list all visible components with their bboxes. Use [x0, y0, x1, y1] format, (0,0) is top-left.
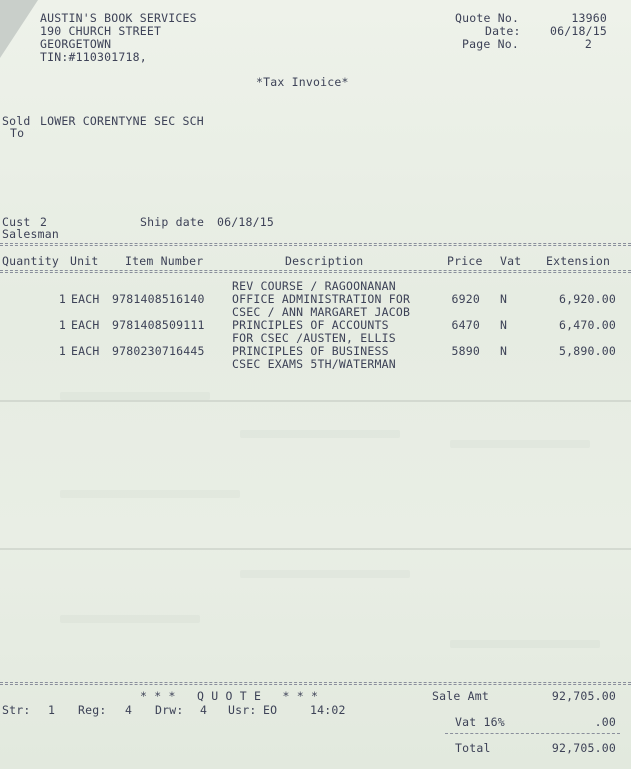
company-street: 190 CHURCH STREET — [40, 24, 162, 38]
row-item-number: 9780230716445 — [112, 344, 205, 358]
header-quantity: Quantity — [2, 254, 59, 268]
divider-line — [0, 684, 631, 685]
row-item-number: 9781408516140 — [112, 292, 205, 306]
header-unit: Unit — [70, 254, 99, 268]
company-city: GEORGETOWN — [40, 37, 112, 51]
time-value: 14:02 — [310, 703, 346, 717]
ship-date-label: Ship date — [140, 215, 205, 229]
bleed-through-mark — [60, 392, 210, 400]
total-label: Total — [455, 741, 491, 755]
row-unit: EACH — [71, 344, 100, 358]
bleed-through-mark — [60, 490, 240, 498]
header-extension: Extension — [546, 254, 611, 268]
company-name: AUSTIN'S BOOK SERVICES — [40, 11, 197, 25]
bleed-through-mark — [60, 615, 200, 623]
quote-number-label: Quote No. — [455, 11, 520, 25]
row-price: 6920 — [451, 292, 480, 306]
paper-crease — [0, 400, 631, 402]
header-price: Price — [447, 254, 483, 268]
row-quantity: 1 — [58, 318, 66, 332]
ship-date-value: 06/18/15 — [217, 215, 274, 229]
cust-value: 2 — [40, 215, 48, 229]
register-label: Reg: — [78, 703, 107, 717]
bleed-through-mark — [450, 640, 600, 648]
to-label: To — [10, 126, 25, 140]
quote-banner: * * * Q U O T E * * * — [140, 689, 319, 703]
total-divider — [445, 733, 620, 734]
sale-amount-label: Sale Amt — [432, 689, 489, 703]
row-vat: N — [500, 318, 508, 332]
row-description-line1: PRINCIPLES OF ACCOUNTS — [232, 318, 389, 332]
date-value: 06/18/15 — [550, 24, 607, 38]
bleed-through-mark — [240, 430, 400, 438]
store-value: 1 — [48, 703, 56, 717]
divider-line — [0, 682, 631, 683]
page-number-label: Page No. — [462, 37, 519, 51]
page-number-value: 2 — [584, 37, 592, 51]
bleed-through-mark — [240, 570, 410, 578]
row-vat: N — [500, 344, 508, 358]
row-extension: 6,470.00 — [559, 318, 616, 332]
cust-label: Cust — [2, 215, 31, 229]
register-value: 4 — [125, 703, 133, 717]
folded-corner — [0, 0, 38, 58]
divider-line — [0, 270, 631, 271]
document-title: *Tax Invoice* — [256, 75, 349, 89]
row-description-line2: CSEC / ANN MARGARET JACOB — [232, 305, 411, 319]
paper-crease — [0, 548, 631, 550]
salesman-label: Salesman — [2, 227, 59, 241]
sold-label: Sold — [2, 114, 31, 128]
row-extension: 6,920.00 — [559, 292, 616, 306]
store-label: Str: — [2, 703, 31, 717]
row-price: 5890 — [451, 344, 480, 358]
quote-number-value: 13960 — [571, 11, 607, 25]
continued-description: REV COURSE / RAGOONANAN — [232, 279, 396, 293]
user-value: EO — [263, 703, 278, 717]
total-value: 92,705.00 — [551, 741, 616, 755]
company-tin: TIN:#110301718, — [40, 50, 147, 64]
divider-line — [0, 272, 631, 273]
vat-label: Vat 16% — [455, 715, 505, 729]
header-vat: Vat — [500, 254, 522, 268]
sale-amount-value: 92,705.00 — [551, 689, 616, 703]
row-description-line2: FOR CSEC /AUSTEN, ELLIS — [232, 331, 396, 345]
row-unit: EACH — [71, 292, 100, 306]
row-quantity: 1 — [58, 292, 66, 306]
header-item-number: Item Number — [125, 254, 204, 268]
row-extension: 5,890.00 — [559, 344, 616, 358]
divider-line — [0, 243, 631, 244]
row-unit: EACH — [71, 318, 100, 332]
bleed-through-mark — [450, 440, 590, 448]
row-vat: N — [500, 292, 508, 306]
row-description-line2: CSEC EXAMS 5TH/WATERMAN — [232, 357, 396, 371]
row-quantity: 1 — [58, 344, 66, 358]
user-label: Usr: — [228, 703, 257, 717]
drawer-value: 4 — [200, 703, 208, 717]
drawer-label: Drw: — [155, 703, 184, 717]
row-item-number: 9781408509111 — [112, 318, 205, 332]
vat-value: .00 — [594, 715, 616, 729]
divider-line — [0, 245, 631, 246]
header-description: Description — [285, 254, 364, 268]
row-price: 6470 — [451, 318, 480, 332]
row-description-line1: OFFICE ADMINISTRATION FOR — [232, 292, 411, 306]
date-label: Date: — [485, 24, 521, 38]
sold-to-name: LOWER CORENTYNE SEC SCH — [40, 114, 204, 128]
row-description-line1: PRINCIPLES OF BUSINESS — [232, 344, 389, 358]
